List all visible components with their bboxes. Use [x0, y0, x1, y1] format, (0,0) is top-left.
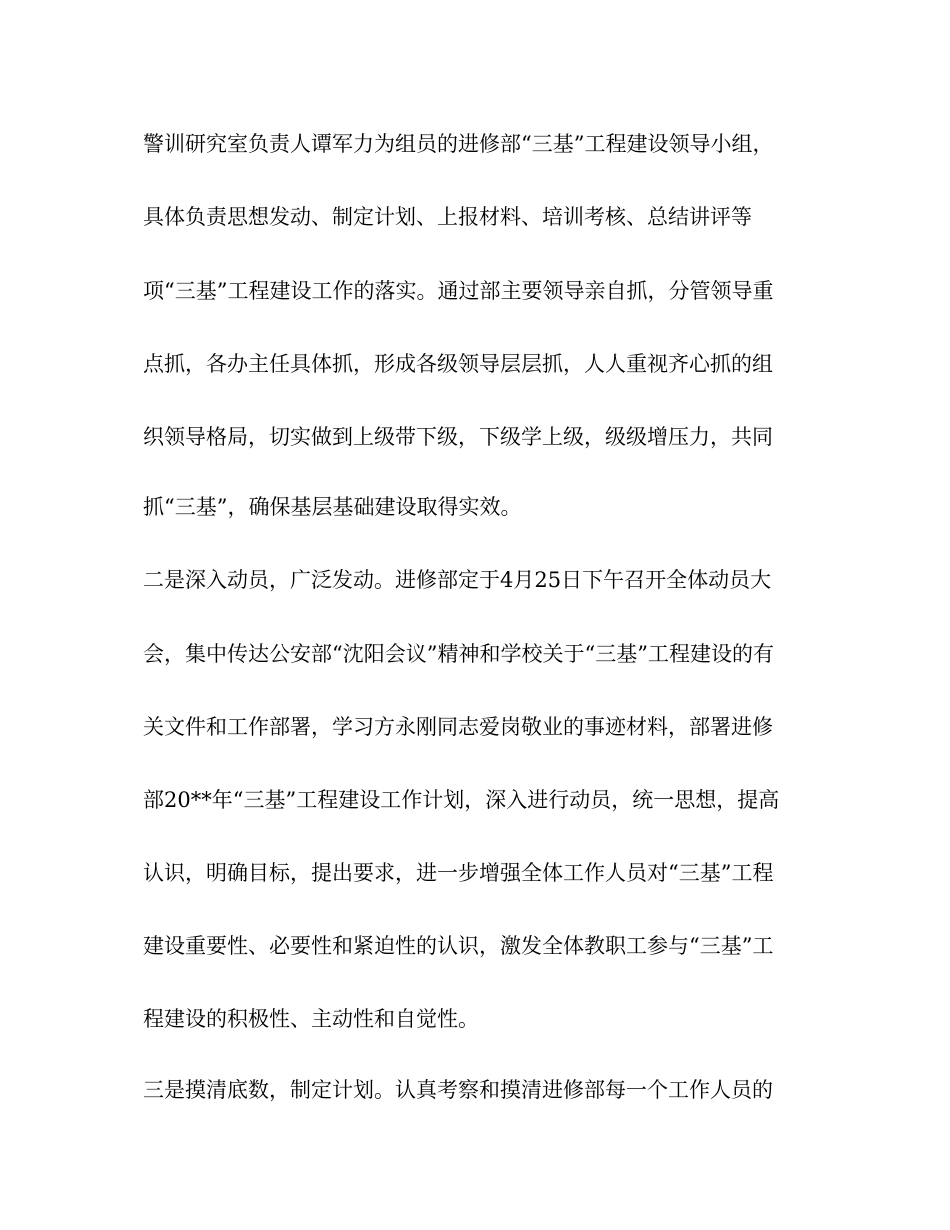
text-line-4: 点抓，各办主任具体抓，形成各级领导层层抓，人人重视齐心抓的组: [143, 352, 773, 376]
text-line-1: 警训研究室负责人谭军力为组员的进修部“三基”工程建设领导小组，: [143, 132, 774, 156]
text-line-8: 会，集中传达公安部“沈阳会议”精神和学校关于“三基”工程建设的有: [143, 642, 774, 666]
text-line-7: 二是深入动员，广泛发动。进修部定于4月25日下午召开全体动员大: [143, 568, 772, 592]
text-line-5: 织领导格局，切实做到上级带下级，下级学上级，级级增压力，共同: [143, 425, 773, 449]
text-line-2: 具体负责思想发动、制定计划、上报材料、培训考核、总结讲评等: [143, 205, 752, 229]
text-line-12: 建设重要性、必要性和紧迫性的认识，激发全体教职工参与“三基”工: [143, 934, 774, 958]
text-line-9: 关文件和工作部署，学习方永刚同志爱岗敬业的事迹材料，部署进修: [143, 715, 773, 739]
text-line-14: 三是摸清底数，制定计划。认真考察和摸清进修部每一个工作人员的: [143, 1078, 773, 1102]
text-line-13: 程建设的积极性、主动性和自觉性。: [143, 1007, 479, 1031]
text-line-6: 抓“三基”，确保基层基础建设取得实效。: [143, 495, 522, 519]
text-line-10: 部20**年“三基”工程建设工作计划，深入进行动员，统一思想，提高: [143, 788, 780, 812]
text-line-11: 认识，明确目标，提出要求，进一步增强全体工作人员对“三基”工程: [143, 861, 774, 885]
text-line-3: 项“三基”工程建设工作的落实。通过部主要领导亲自抓，分管领导重: [143, 279, 774, 303]
